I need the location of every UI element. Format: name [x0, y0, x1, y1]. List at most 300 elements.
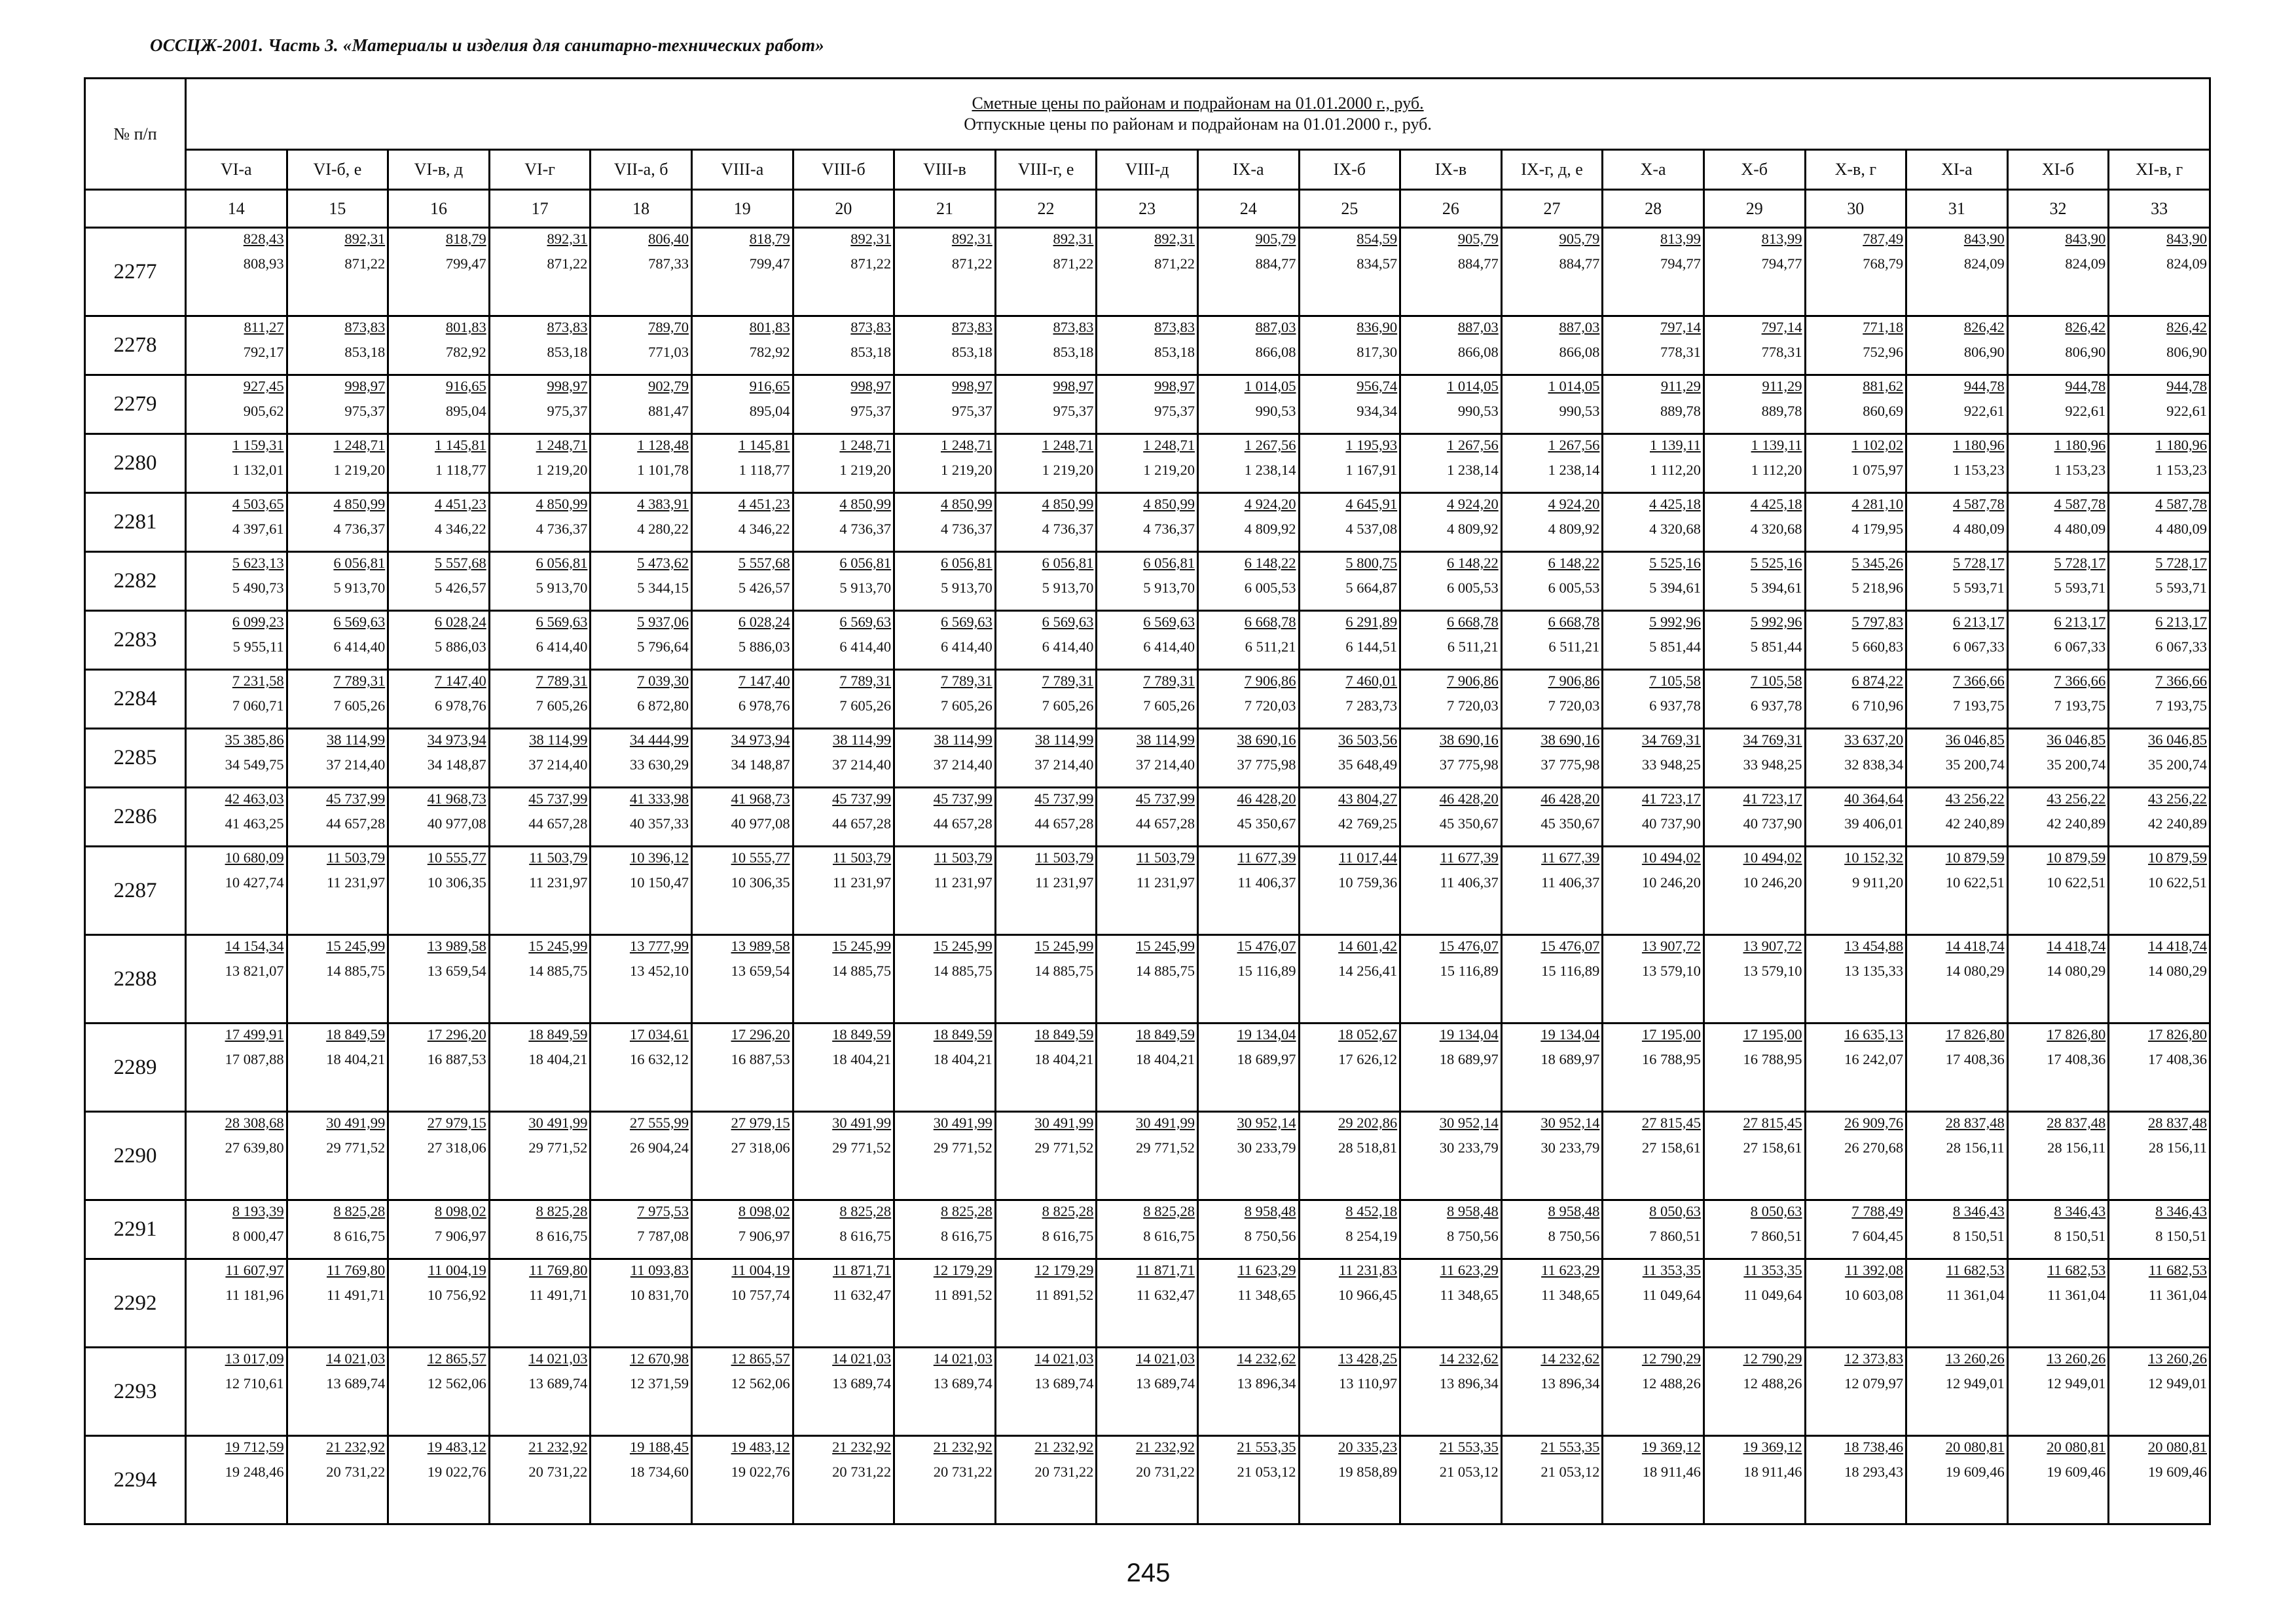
wholesale-price: 8 616,75	[1143, 1228, 1195, 1244]
price-cell	[1906, 493, 2008, 552]
estimate-price: 15 245,99	[326, 938, 386, 954]
item-number: 2281	[85, 493, 186, 552]
estimate-price: 29 202,86	[1338, 1115, 1398, 1131]
wholesale-price: 44 657,28	[1034, 815, 1094, 832]
wholesale-price: 6 978,76	[435, 697, 486, 714]
price-cell	[1603, 1200, 1704, 1259]
price-cell	[1603, 611, 1704, 670]
wholesale-price: 32 838,34	[1844, 756, 1904, 773]
price-cell	[1400, 434, 1502, 493]
wholesale-price: 13 135,33	[1844, 963, 1904, 979]
estimate-price: 10 152,32	[1844, 849, 1904, 866]
estimate-price: 1 195,93	[1345, 437, 1398, 453]
price-cell	[591, 788, 692, 847]
price-cell	[388, 611, 490, 670]
estimate-price: 43 804,27	[1338, 790, 1398, 807]
price-cell	[1097, 1024, 1198, 1112]
price-cell	[1603, 1348, 1704, 1436]
price-cell	[793, 611, 894, 670]
price-cell	[489, 1436, 591, 1524]
price-cell	[287, 1259, 388, 1348]
estimate-price: 887,03	[1255, 319, 1296, 335]
wholesale-price: 14 080,29	[2148, 963, 2208, 979]
district-header: VIII-г, е	[995, 150, 1097, 190]
wholesale-price: 8 750,56	[1446, 1228, 1499, 1244]
estimate-price: 19 134,04	[1540, 1026, 1600, 1043]
price-cell	[388, 1259, 490, 1348]
estimate-price: 11 682,53	[2148, 1262, 2208, 1278]
estimate-price: 30 952,14	[1439, 1115, 1499, 1131]
estimate-price: 21 232,92	[933, 1439, 993, 1455]
wholesale-price: 33 948,25	[1743, 756, 1802, 773]
wholesale-price: 34 549,75	[225, 756, 284, 773]
wholesale-price: 14 885,75	[832, 963, 892, 979]
wholesale-price: 12 949,01	[2047, 1375, 2106, 1392]
wholesale-price: 18 404,21	[1034, 1051, 1094, 1067]
wholesale-price: 14 885,75	[1034, 963, 1094, 979]
price-cell	[388, 493, 490, 552]
wholesale-price: 11 181,96	[225, 1287, 284, 1303]
estimate-price: 1 267,56	[1446, 437, 1499, 453]
wholesale-price: 8 000,47	[232, 1228, 284, 1244]
price-cell	[186, 670, 287, 729]
price-cell	[1197, 316, 1299, 375]
estimate-price: 7 789,31	[333, 673, 386, 689]
estimate-price: 8 346,43	[2155, 1203, 2208, 1219]
price-cell	[995, 434, 1097, 493]
wholesale-price: 806,90	[2166, 344, 2208, 360]
price-cell	[1501, 611, 1603, 670]
price-cell	[186, 1348, 287, 1436]
wholesale-price: 1 238,14	[1446, 462, 1499, 478]
wholesale-price: 824,09	[1963, 255, 2005, 272]
wholesale-price: 4 736,37	[1042, 521, 1094, 537]
wholesale-price: 21 053,12	[1439, 1464, 1499, 1480]
estimate-price: 45 737,99	[832, 790, 892, 807]
estimate-price: 30 952,14	[1237, 1115, 1296, 1131]
estimate-price: 836,90	[1357, 319, 1398, 335]
price-cell	[2109, 611, 2210, 670]
price-cell	[1805, 434, 1906, 493]
estimate-price: 7 906,86	[1548, 673, 1600, 689]
wholesale-price: 871,22	[850, 255, 892, 272]
price-cell	[894, 434, 996, 493]
wholesale-price: 853,18	[850, 344, 892, 360]
price-cell	[1906, 552, 2008, 611]
estimate-price: 27 979,15	[427, 1115, 486, 1131]
estimate-price: 19 134,04	[1237, 1026, 1296, 1043]
item-number: 2291	[85, 1200, 186, 1259]
wholesale-price: 42 240,89	[2148, 815, 2208, 832]
wholesale-price: 18 911,46	[1743, 1464, 1802, 1480]
estimate-price: 6 056,81	[333, 555, 386, 571]
wholesale-price: 10 622,51	[1945, 874, 2005, 891]
wholesale-price: 4 480,09	[2155, 521, 2208, 537]
price-cell	[793, 1200, 894, 1259]
estimate-price: 4 587,78	[1952, 496, 2005, 512]
wholesale-price: 6 067,33	[2054, 638, 2106, 655]
estimate-price: 1 180,96	[2155, 437, 2208, 453]
estimate-price: 21 232,92	[1135, 1439, 1195, 1455]
estimate-price: 8 050,63	[1649, 1203, 1701, 1219]
price-cell	[1805, 611, 1906, 670]
estimate-price: 10 680,09	[225, 849, 284, 866]
price-cell	[489, 935, 591, 1024]
wholesale-price: 13 579,10	[1641, 963, 1701, 979]
price-cell	[287, 1436, 388, 1524]
price-cell	[1704, 611, 1805, 670]
wholesale-price: 1 112,20	[1649, 462, 1701, 478]
wholesale-price: 44 657,28	[933, 815, 993, 832]
price-cell	[2109, 788, 2210, 847]
item-number: 2292	[85, 1259, 186, 1348]
price-cell	[793, 493, 894, 552]
wholesale-price: 7 193,75	[2054, 697, 2106, 714]
price-cell	[1603, 1024, 1704, 1112]
price-cell	[1704, 552, 1805, 611]
wholesale-price: 7 720,03	[1446, 697, 1499, 714]
wholesale-price: 10 246,20	[1743, 874, 1802, 891]
district-header: IX-а	[1197, 150, 1299, 190]
price-cell	[1400, 228, 1502, 316]
wholesale-price: 16 887,53	[427, 1051, 486, 1067]
wholesale-price: 7 605,26	[333, 697, 386, 714]
estimate-price: 8 825,28	[941, 1203, 993, 1219]
estimate-price: 14 232,62	[1540, 1350, 1600, 1367]
estimate-price: 5 728,17	[2155, 555, 2208, 571]
estimate-price: 17 826,80	[1945, 1026, 2005, 1043]
estimate-price: 1 180,96	[2054, 437, 2106, 453]
estimate-price: 41 333,98	[629, 790, 689, 807]
price-cell	[2007, 552, 2109, 611]
wholesale-price: 37 214,40	[1034, 756, 1094, 773]
column-number: 26	[1400, 190, 1502, 228]
estimate-price: 6 668,78	[1446, 614, 1499, 630]
table-row	[85, 611, 2210, 670]
wholesale-price: 4 736,37	[333, 521, 386, 537]
estimate-price: 11 871,71	[832, 1262, 892, 1278]
price-cell	[1906, 1112, 2008, 1200]
district-header: VI-в, д	[388, 150, 490, 190]
price-cell	[2109, 552, 2210, 611]
estimate-price: 818,79	[445, 231, 486, 247]
estimate-price: 20 080,81	[2047, 1439, 2106, 1455]
estimate-price: 7 460,01	[1345, 673, 1398, 689]
wholesale-price: 20 731,22	[1135, 1464, 1195, 1480]
wholesale-price: 37 775,98	[1237, 756, 1296, 773]
price-cell	[1299, 1348, 1400, 1436]
wholesale-price: 44 657,28	[528, 815, 588, 832]
price-cell	[388, 1112, 490, 1200]
price-cell	[1906, 729, 2008, 788]
price-cell	[2007, 935, 2109, 1024]
estimate-price: 12 790,29	[1641, 1350, 1701, 1367]
estimate-price: 6 213,17	[2054, 614, 2106, 630]
estimate-price: 813,99	[1660, 231, 1701, 247]
wholesale-price: 6 710,96	[1851, 697, 1904, 714]
price-cell	[1501, 729, 1603, 788]
estimate-price: 7 789,31	[941, 673, 993, 689]
price-cell	[793, 788, 894, 847]
price-cell	[2109, 375, 2210, 434]
price-cell	[691, 1259, 793, 1348]
price-cell	[1906, 788, 2008, 847]
wholesale-price: 6 511,21	[1548, 638, 1600, 655]
price-cell	[591, 1112, 692, 1200]
price-cell	[1704, 1436, 1805, 1524]
price-cell	[186, 611, 287, 670]
price-cell	[287, 1112, 388, 1200]
price-cell	[1097, 847, 1198, 935]
price-cell	[1704, 1200, 1805, 1259]
wholesale-price: 10 306,35	[731, 874, 790, 891]
wholesale-price: 5 913,70	[941, 580, 993, 596]
estimate-price: 27 815,45	[1743, 1115, 1802, 1131]
wholesale-price: 6 414,40	[536, 638, 588, 655]
document-header: ОССЦЖ-2001. Часть 3. «Материалы и изделия для санитарно-технических работ»	[150, 35, 824, 55]
price-cell	[1400, 729, 1502, 788]
wholesale-price: 808,93	[243, 255, 284, 272]
price-cell	[1400, 1259, 1502, 1348]
estimate-price: 14 601,42	[1338, 938, 1398, 954]
price-cell	[1501, 552, 1603, 611]
wholesale-price: 5 218,96	[1851, 580, 1904, 596]
price-cell	[1906, 1024, 2008, 1112]
estimate-price: 17 826,80	[2148, 1026, 2208, 1043]
wholesale-price: 990,53	[1457, 403, 1499, 419]
price-cell	[1197, 729, 1299, 788]
wholesale-price: 27 318,06	[427, 1139, 486, 1156]
estimate-price: 7 906,86	[1244, 673, 1296, 689]
price-cell	[793, 375, 894, 434]
wholesale-price: 30 233,79	[1439, 1139, 1499, 1156]
price-cell	[1704, 375, 1805, 434]
estimate-price: 7 231,58	[232, 673, 284, 689]
wholesale-price: 19 609,46	[1945, 1464, 2005, 1480]
estimate-price: 21 553,35	[1439, 1439, 1499, 1455]
estimate-price: 7 975,53	[637, 1203, 689, 1219]
wholesale-price: 8 150,51	[1952, 1228, 2005, 1244]
estimate-price: 4 451,23	[738, 496, 790, 512]
estimate-price: 8 825,28	[1042, 1203, 1094, 1219]
estimate-price: 17 296,20	[731, 1026, 790, 1043]
wholesale-price: 11 406,37	[1440, 874, 1499, 891]
estimate-price: 11 231,83	[1338, 1262, 1398, 1278]
price-cell	[1704, 434, 1805, 493]
wholesale-price: 34 148,87	[427, 756, 486, 773]
estimate-price: 17 296,20	[427, 1026, 486, 1043]
wholesale-price: 6 067,33	[1952, 638, 2005, 655]
price-cell	[1097, 493, 1198, 552]
estimate-price: 11 682,53	[2047, 1262, 2106, 1278]
price-cell	[1501, 316, 1603, 375]
price-cell	[388, 1200, 490, 1259]
price-cell	[1501, 434, 1603, 493]
price-cell	[894, 1112, 996, 1200]
price-cell	[1906, 847, 2008, 935]
wholesale-price: 19 022,76	[731, 1464, 790, 1480]
estimate-price: 30 491,99	[832, 1115, 892, 1131]
table-row	[85, 847, 2210, 935]
column-number: 19	[691, 190, 793, 228]
caption-wholesale-prices: Отпускные цены по районам и подрайонам на 01.01.2000 г., руб.	[964, 115, 1432, 134]
wholesale-price: 14 080,29	[1945, 963, 2005, 979]
price-cell	[186, 552, 287, 611]
wholesale-price: 1 219,20	[941, 462, 993, 478]
estimate-price: 30 491,99	[326, 1115, 386, 1131]
wholesale-price: 18 404,21	[326, 1051, 386, 1067]
table-row	[85, 316, 2210, 375]
price-cell	[591, 1024, 692, 1112]
estimate-price: 13 907,72	[1641, 938, 1701, 954]
estimate-price: 30 491,99	[528, 1115, 588, 1131]
estimate-price: 887,03	[1559, 319, 1600, 335]
wholesale-price: 1 112,20	[1751, 462, 1802, 478]
wholesale-price: 1 219,20	[1042, 462, 1094, 478]
price-cell	[995, 316, 1097, 375]
price-cell	[1704, 493, 1805, 552]
price-cell	[2109, 228, 2210, 316]
estimate-price: 11 677,39	[1541, 849, 1600, 866]
estimate-price: 998,97	[951, 378, 993, 394]
estimate-price: 18 849,59	[832, 1026, 892, 1043]
estimate-price: 38 114,99	[529, 731, 588, 748]
wholesale-price: 7 605,26	[536, 697, 588, 714]
estimate-price: 4 924,20	[1548, 496, 1600, 512]
item-number: 2294	[85, 1436, 186, 1524]
estimate-price: 13 454,88	[1844, 938, 1904, 954]
estimate-price: 7 105,58	[1649, 673, 1701, 689]
price-cell	[388, 316, 490, 375]
price-cell	[2007, 375, 2109, 434]
estimate-price: 1 145,81	[738, 437, 790, 453]
wholesale-price: 1 132,01	[232, 462, 284, 478]
price-cell	[591, 228, 692, 316]
estimate-price: 771,18	[1863, 319, 1904, 335]
wholesale-price: 10 622,51	[2148, 874, 2208, 891]
estimate-price: 45 737,99	[933, 790, 993, 807]
price-cell	[2109, 316, 2210, 375]
wholesale-price: 11 049,64	[1743, 1287, 1802, 1303]
wholesale-price: 5 886,03	[435, 638, 486, 655]
wholesale-price: 4 480,09	[2054, 521, 2106, 537]
estimate-price: 38 114,99	[327, 731, 386, 748]
price-cell	[995, 847, 1097, 935]
price-cell	[1197, 434, 1299, 493]
price-cell	[2109, 1024, 2210, 1112]
estimate-price: 19 483,12	[427, 1439, 486, 1455]
estimate-price: 8 825,28	[333, 1203, 386, 1219]
price-cell	[793, 1348, 894, 1436]
estimate-price: 7 789,31	[536, 673, 588, 689]
wholesale-price: 11 049,64	[1642, 1287, 1701, 1303]
price-cell	[1501, 1112, 1603, 1200]
price-cell	[691, 670, 793, 729]
wholesale-price: 5 394,61	[1649, 580, 1701, 596]
estimate-price: 4 924,20	[1446, 496, 1499, 512]
wholesale-price: 7 604,45	[1851, 1228, 1904, 1244]
price-cell	[894, 1200, 996, 1259]
price-cell	[489, 670, 591, 729]
estimate-price: 11 004,19	[731, 1262, 790, 1278]
estimate-price: 892,31	[547, 231, 588, 247]
wholesale-price: 817,30	[1357, 344, 1398, 360]
wholesale-price: 4 320,68	[1750, 521, 1802, 537]
wholesale-price: 824,09	[2166, 255, 2208, 272]
wholesale-price: 9 911,20	[1852, 874, 1904, 891]
price-cell	[793, 847, 894, 935]
estimate-price: 5 557,68	[738, 555, 790, 571]
price-cell	[2109, 1112, 2210, 1200]
estimate-price: 19 483,12	[731, 1439, 790, 1455]
wholesale-price: 35 648,49	[1338, 756, 1398, 773]
wholesale-price: 35 200,74	[2047, 756, 2106, 773]
estimate-price: 6 569,63	[839, 614, 892, 630]
wholesale-price: 10 757,74	[731, 1287, 790, 1303]
district-header: VI-г	[489, 150, 591, 190]
price-cell	[793, 1024, 894, 1112]
price-cell	[691, 1348, 793, 1436]
price-cell	[1603, 552, 1704, 611]
estimate-price: 8 050,63	[1750, 1203, 1802, 1219]
wholesale-price: 1 219,20	[1143, 462, 1195, 478]
price-cell	[995, 1024, 1097, 1112]
estimate-price: 4 850,99	[941, 496, 993, 512]
district-header: VI-б, е	[287, 150, 388, 190]
wholesale-price: 12 488,26	[1743, 1375, 1802, 1392]
estimate-price: 5 992,96	[1649, 614, 1701, 630]
price-cell	[1097, 611, 1198, 670]
price-cell	[894, 611, 996, 670]
price-cell	[287, 228, 388, 316]
estimate-price: 5 728,17	[1952, 555, 2005, 571]
price-cell	[287, 935, 388, 1024]
price-cell	[1603, 316, 1704, 375]
price-cell	[186, 434, 287, 493]
price-cell	[1400, 788, 1502, 847]
column-number: 31	[1906, 190, 2008, 228]
wholesale-price: 12 949,01	[2148, 1375, 2208, 1392]
price-cell	[1299, 611, 1400, 670]
price-cell	[1400, 1436, 1502, 1524]
estimate-price: 13 260,26	[2047, 1350, 2106, 1367]
wholesale-price: 13 896,34	[1237, 1375, 1296, 1392]
price-cell	[1805, 228, 1906, 316]
wholesale-price: 11 348,65	[1440, 1287, 1499, 1303]
wholesale-price: 990,53	[1559, 403, 1600, 419]
price-cell	[1603, 434, 1704, 493]
estimate-price: 11 017,44	[1338, 849, 1398, 866]
wholesale-price: 1 238,14	[1548, 462, 1600, 478]
item-number: 2280	[85, 434, 186, 493]
wholesale-price: 10 622,51	[2047, 874, 2106, 891]
wholesale-price: 922,61	[1963, 403, 2005, 419]
wholesale-price: 29 771,52	[1034, 1139, 1094, 1156]
price-cell	[489, 493, 591, 552]
price-cell	[1906, 611, 2008, 670]
estimate-price: 892,31	[344, 231, 386, 247]
wholesale-price: 4 397,61	[232, 521, 284, 537]
price-cell	[2007, 434, 2109, 493]
estimate-price: 6 213,17	[2155, 614, 2208, 630]
estimate-price: 1 102,02	[1851, 437, 1904, 453]
price-cell	[186, 729, 287, 788]
item-number: 2286	[85, 788, 186, 847]
price-cell	[1097, 670, 1198, 729]
item-number: 2288	[85, 935, 186, 1024]
estimate-price: 8 825,28	[536, 1203, 588, 1219]
column-number: 23	[1097, 190, 1198, 228]
